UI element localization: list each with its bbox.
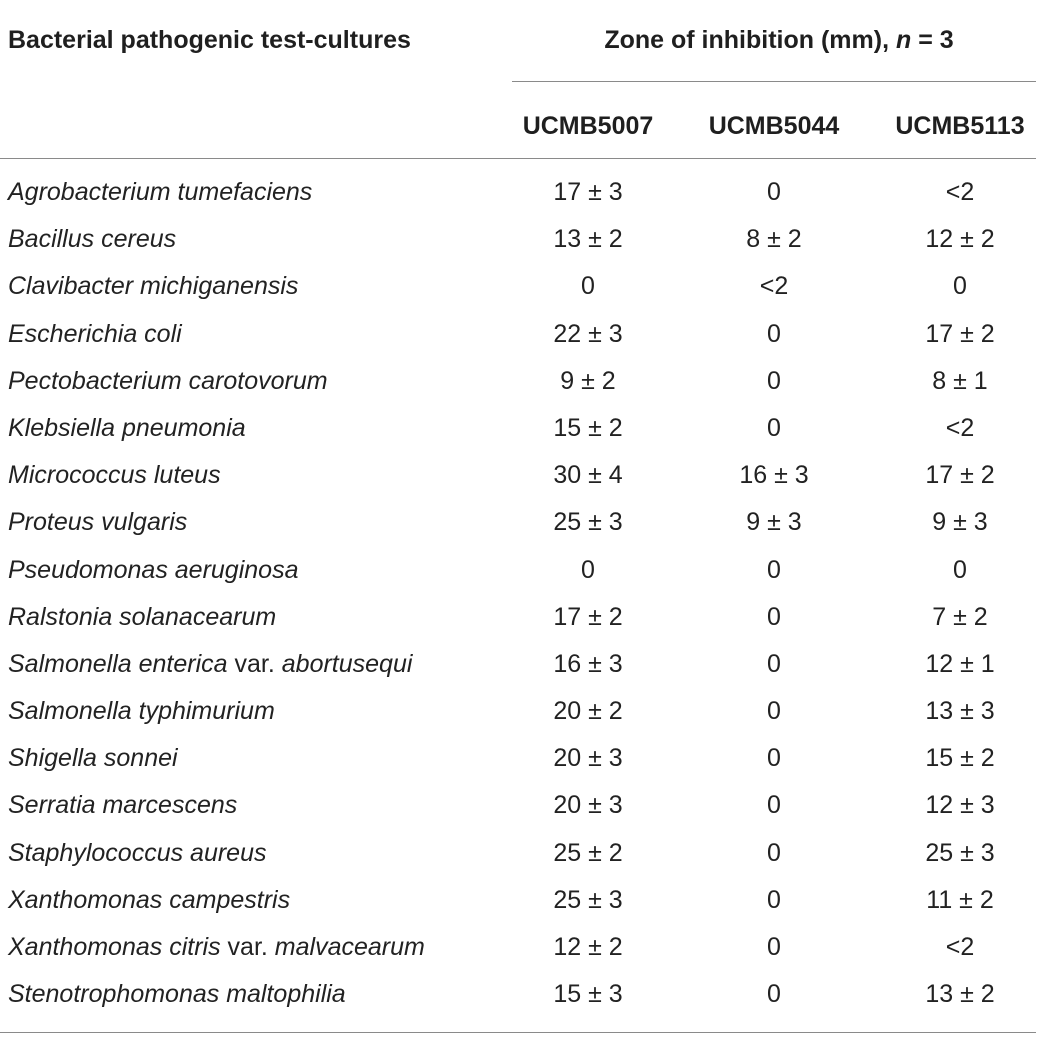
span-label-eq: = 3: [911, 26, 954, 54]
value-cell-ucmb5044: 8 ± 2: [746, 225, 802, 254]
value-cell-ucmb5044: 0: [767, 366, 781, 395]
table-row: [0, 783, 1046, 830]
species-name: [8, 650, 412, 679]
value-cell-ucmb5007: 15 ± 2: [553, 413, 623, 442]
species-name: [8, 225, 176, 254]
table-column-headers: [0, 82, 1046, 158]
species-name: [8, 556, 298, 585]
value-cell-ucmb5044: <2: [759, 272, 789, 301]
table-row: [0, 217, 1046, 264]
value-cell-ucmb5044: 0: [767, 838, 781, 867]
species-name: [8, 839, 266, 868]
value-cell-ucmb5044: 16 ± 3: [739, 461, 809, 490]
table-row: [0, 500, 1046, 547]
value-cell-ucmb5044: 0: [767, 413, 781, 442]
species-name-italic: Staphylococcus aureus: [8, 838, 267, 867]
value-cell-ucmb5007: 30 ± 4: [553, 461, 623, 490]
value-cell-ucmb5113: 12 ± 2: [925, 225, 995, 254]
value-cell-ucmb5044: 0: [767, 980, 781, 1009]
value-cell-ucmb5113: <2: [945, 413, 975, 442]
value-cell-ucmb5113: 0: [953, 555, 967, 584]
value-cell-ucmb5113: <2: [945, 178, 975, 206]
species-name-italic: Stenotrophomonas maltophilia: [8, 980, 346, 1009]
value-cell-ucmb5044: 0: [767, 319, 781, 348]
table-row: [0, 170, 1046, 217]
value-cell-ucmb5007: 12 ± 2: [553, 933, 623, 961]
species-name: [8, 414, 246, 443]
table-row: [0, 359, 1046, 406]
species-name-italic: Shigella sonnei: [8, 744, 178, 773]
value-cell-ucmb5113: 13 ± 3: [925, 697, 995, 726]
span-label-main: Zone of inhibition (mm),: [604, 26, 896, 54]
species-name: [8, 272, 298, 301]
table-row: [0, 736, 1046, 783]
column-header-ucmb5044: UCMB5044: [708, 112, 840, 140]
species-name-italic: Micrococcus luteus: [8, 461, 221, 490]
species-name: [8, 791, 237, 820]
value-cell-ucmb5007: 9 ± 2: [560, 366, 616, 395]
species-name: [8, 178, 312, 207]
value-cell-ucmb5007: 22 ± 3: [553, 319, 623, 348]
variety-marker: var.: [220, 933, 275, 961]
table-row: [0, 595, 1046, 642]
table-row: [0, 831, 1046, 878]
value-cell-ucmb5044: 0: [767, 933, 781, 961]
value-cell-ucmb5007: 0: [581, 272, 595, 301]
species-name: [8, 320, 182, 349]
table-row: [0, 925, 1046, 972]
column-header-ucmb5113: UCMB5113: [895, 112, 1025, 140]
species-name-italic: Serratia marcescens: [8, 791, 238, 820]
value-cell-ucmb5007: 20 ± 3: [553, 744, 623, 773]
table-row: [0, 642, 1046, 689]
species-name-italic: Klebsiella pneumonia: [8, 413, 246, 442]
species-name-italic: Pectobacterium carotovorum: [8, 366, 328, 395]
species-name-italic: Proteus vulgaris: [8, 508, 188, 537]
value-cell-ucmb5113: 17 ± 2: [925, 319, 995, 348]
value-cell-ucmb5007: 15 ± 3: [553, 980, 623, 1009]
value-cell-ucmb5044: 0: [767, 744, 781, 773]
span-label-n: n: [895, 26, 912, 54]
species-name-italic: Agrobacterium tumefaciens: [8, 178, 313, 206]
table-body: [0, 170, 1046, 1019]
table-row: [0, 972, 1046, 1019]
value-cell-ucmb5113: 12 ± 3: [925, 791, 995, 820]
value-cell-ucmb5044: 9 ± 3: [746, 508, 802, 537]
species-name-italic: Bacillus cereus: [8, 225, 177, 254]
species-name-italic: Ralstonia solanacearum: [8, 602, 277, 631]
header-divider-rule: [0, 158, 1036, 159]
value-cell-ucmb5113: 0: [953, 272, 967, 301]
value-cell-ucmb5113: 12 ± 1: [925, 649, 995, 678]
value-cell-ucmb5113: 25 ± 3: [925, 838, 995, 867]
variety-marker: var.: [227, 649, 282, 678]
species-name: [8, 933, 425, 962]
species-name-italic: Salmonella enterica: [8, 649, 228, 678]
species-name-italic: Pseudomonas aeruginosa: [8, 555, 299, 584]
variety-name-italic: abortusequi: [281, 649, 413, 678]
species-name-italic: Salmonella typhimurium: [8, 697, 275, 726]
value-cell-ucmb5044: 0: [767, 649, 781, 678]
table-row: [0, 453, 1046, 500]
value-cell-ucmb5007: 20 ± 3: [553, 791, 623, 820]
value-cell-ucmb5007: 25 ± 2: [553, 838, 623, 867]
value-cell-ucmb5044: 0: [767, 555, 781, 584]
table-row: [0, 264, 1046, 311]
value-cell-ucmb5007: 25 ± 3: [553, 508, 623, 537]
value-cell-ucmb5044: 0: [767, 178, 781, 206]
variety-name-italic: malvacearum: [274, 933, 425, 961]
species-name-italic: Xanthomonas campestris: [8, 885, 291, 914]
table-row: [0, 548, 1046, 595]
value-cell-ucmb5007: 13 ± 2: [553, 225, 623, 254]
species-name: [8, 603, 276, 632]
value-cell-ucmb5113: 9 ± 3: [932, 508, 988, 537]
table-row: [0, 689, 1046, 736]
value-cell-ucmb5113: 7 ± 2: [932, 602, 988, 631]
value-cell-ucmb5007: 16 ± 3: [553, 649, 623, 678]
table-row: [0, 406, 1046, 453]
value-cell-ucmb5113: 15 ± 2: [925, 744, 995, 773]
value-cell-ucmb5007: 17 ± 2: [553, 602, 623, 631]
value-cell-ucmb5113: 11 ± 2: [926, 885, 994, 914]
value-cell-ucmb5007: 0: [581, 555, 595, 584]
first-column-header: Bacterial pathogenic test-cultures: [8, 26, 411, 54]
value-cell-ucmb5007: 17 ± 3: [553, 178, 623, 206]
value-cell-ucmb5113: 17 ± 2: [925, 461, 995, 490]
zone-of-inhibition-header: [512, 26, 1046, 55]
table-row: [0, 878, 1046, 925]
species-name-italic: Escherichia coli: [8, 319, 182, 348]
value-cell-ucmb5044: 0: [767, 602, 781, 631]
value-cell-ucmb5113: 8 ± 1: [932, 366, 988, 395]
table-row: [0, 312, 1046, 359]
species-name: [8, 367, 328, 396]
species-name: [8, 744, 178, 773]
species-name: [8, 508, 187, 537]
table-bottom-rule: [0, 1032, 1036, 1033]
value-cell-ucmb5113: 13 ± 2: [925, 980, 995, 1009]
species-name-italic: Clavibacter michiganensis: [8, 272, 299, 301]
value-cell-ucmb5044: 0: [767, 791, 781, 820]
table-header-top: [0, 0, 1046, 82]
species-name: [8, 461, 221, 490]
species-name: [8, 886, 290, 915]
column-header-ucmb5007: UCMB5007: [522, 112, 654, 140]
species-name: [8, 697, 275, 726]
value-cell-ucmb5044: 0: [767, 885, 781, 914]
value-cell-ucmb5007: 20 ± 2: [553, 697, 623, 726]
species-name: [8, 980, 346, 1009]
species-name-italic: Xanthomonas citris: [8, 933, 221, 961]
value-cell-ucmb5113: <2: [945, 933, 975, 961]
value-cell-ucmb5007: 25 ± 3: [553, 885, 623, 914]
value-cell-ucmb5044: 0: [767, 697, 781, 726]
